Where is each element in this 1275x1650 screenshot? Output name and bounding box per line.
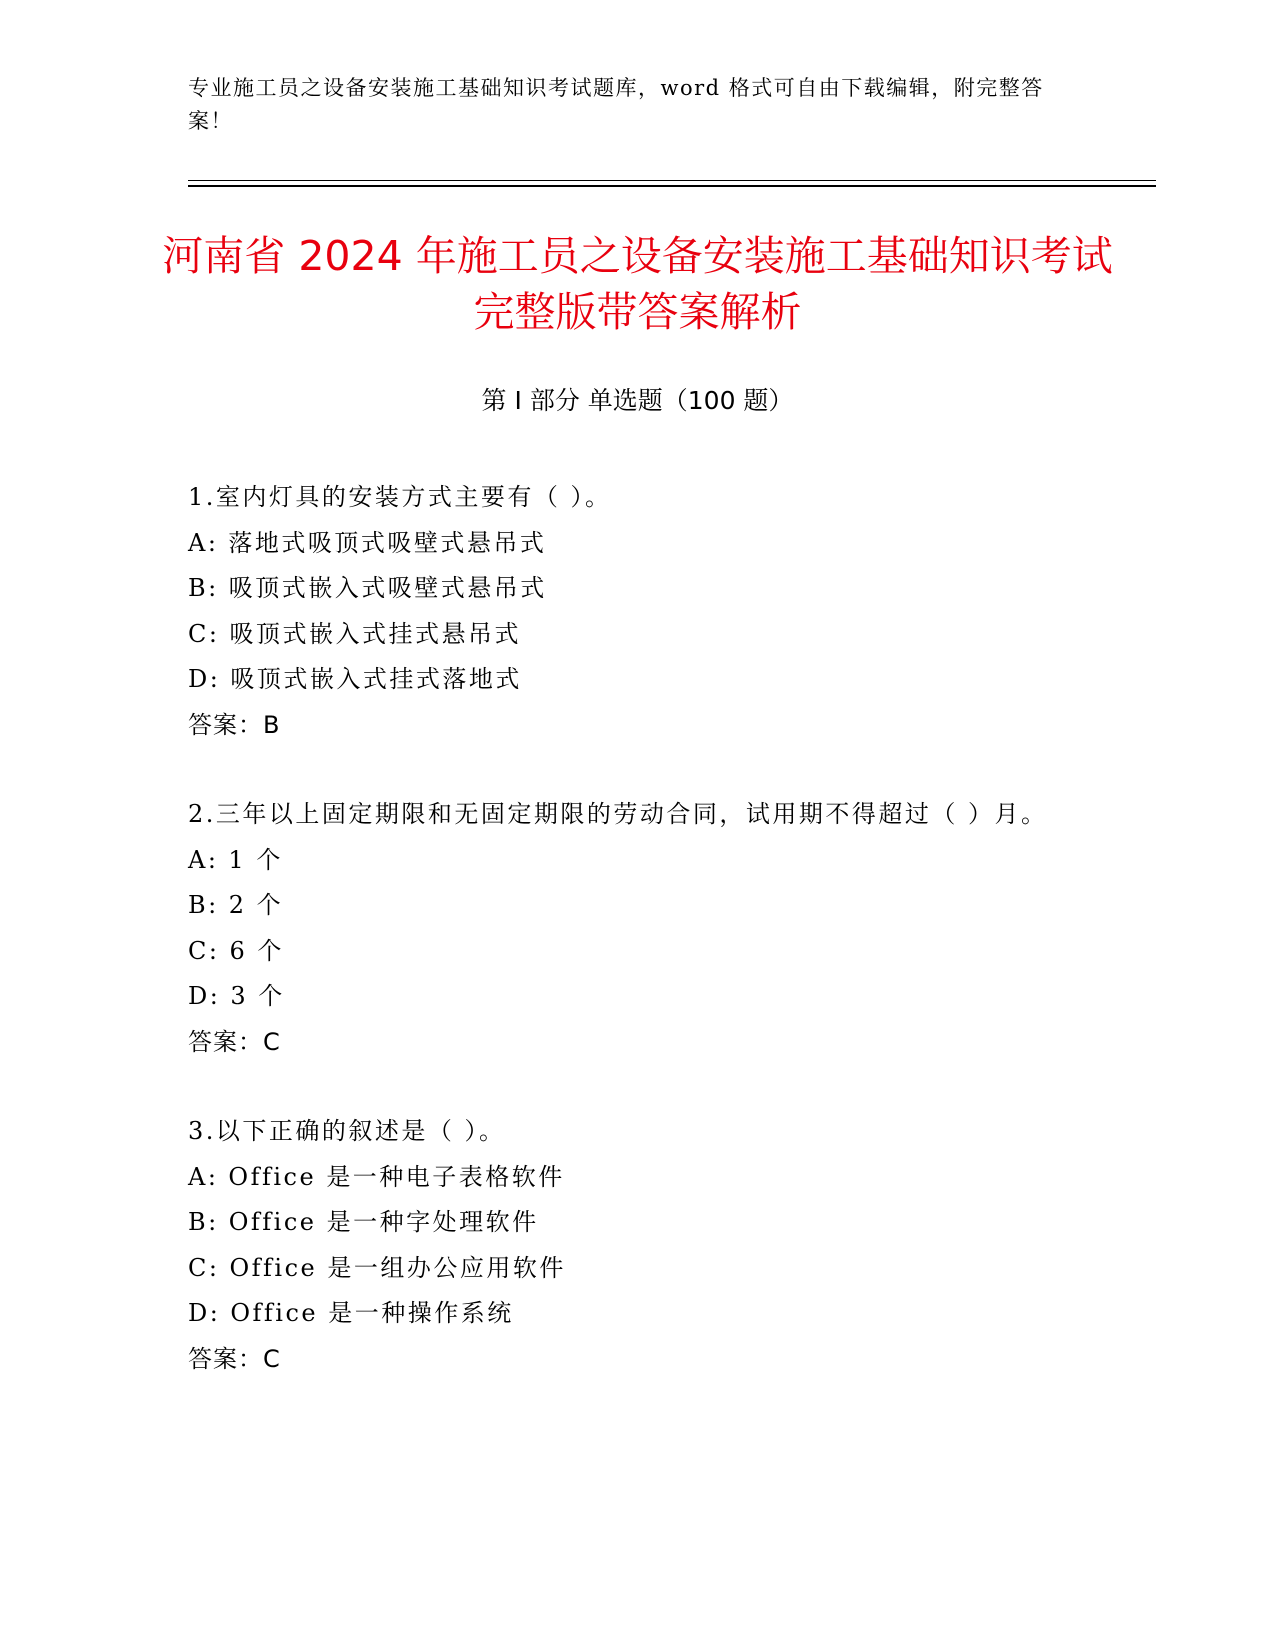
document-title: 河南省 2024 年施工员之设备安装施工基础知识考试完整版带答案解析 xyxy=(162,232,1113,336)
answer-line xyxy=(188,703,1088,749)
option-b xyxy=(188,1200,1088,1246)
question-1 xyxy=(188,475,1088,748)
option-text: 吸顶式嵌入式吸壁式悬吊式 xyxy=(228,574,547,602)
option-b xyxy=(188,566,1088,612)
option-text: 2 个 xyxy=(228,891,284,919)
question-list xyxy=(188,475,1088,1382)
option-a xyxy=(188,1155,1088,1201)
option-text: Office 是一种电子表格软件 xyxy=(228,1162,565,1191)
option-key: B: xyxy=(188,891,219,919)
option-d xyxy=(188,974,1088,1020)
option-c xyxy=(188,612,1088,658)
answer-value: C xyxy=(263,1344,281,1373)
answer-value: C xyxy=(263,1027,281,1056)
question-stem: 2.三年以上固定期限和无固定期限的劳动合同，试用期不得超过（ ）月。 xyxy=(188,800,1048,828)
option-key: D: xyxy=(188,665,221,693)
option-a xyxy=(188,838,1088,884)
question-stem: 1.室内灯具的安装方式主要有（ ）。 xyxy=(188,483,612,511)
option-d xyxy=(188,657,1088,703)
option-a xyxy=(188,521,1088,567)
answer-label: 答案： xyxy=(188,710,263,739)
option-text: Office 是一组办公应用软件 xyxy=(229,1253,566,1282)
header-divider-thick xyxy=(188,185,1156,187)
option-text: 1 个 xyxy=(228,845,283,874)
option-key: C: xyxy=(188,1253,220,1282)
option-b xyxy=(188,883,1088,929)
answer-label: 答案： xyxy=(188,1344,263,1373)
option-text: 吸顶式嵌入式挂式落地式 xyxy=(230,665,522,693)
section-heading: 第 I 部分 单选题（100 题） xyxy=(481,386,794,415)
answer-line xyxy=(188,1337,1088,1383)
option-key: B: xyxy=(188,574,219,602)
option-c xyxy=(188,1246,1088,1292)
option-key: D: xyxy=(188,1299,221,1327)
option-text: Office 是一种字处理软件 xyxy=(228,1208,539,1236)
option-key: A: xyxy=(188,1162,219,1191)
option-c xyxy=(188,929,1088,975)
answer-value: B xyxy=(263,710,281,739)
option-d xyxy=(188,1291,1088,1337)
option-text: 落地式吸顶式吸壁式悬吊式 xyxy=(228,528,547,557)
option-key: C: xyxy=(188,936,220,965)
header-note: 专业施工员之设备安装施工基础知识考试题库，word 格式可自由下载编辑，附完整答案！ xyxy=(188,76,1044,133)
option-key: A: xyxy=(188,845,219,874)
option-text: 吸顶式嵌入式挂式悬吊式 xyxy=(229,619,521,648)
header-divider-thin xyxy=(188,180,1156,181)
option-key: C: xyxy=(188,619,220,648)
option-key: A: xyxy=(188,528,219,557)
option-key: D: xyxy=(188,982,221,1010)
option-text: 3 个 xyxy=(230,982,285,1010)
option-text: 6 个 xyxy=(229,936,284,965)
option-text: Office 是一种操作系统 xyxy=(230,1299,514,1327)
answer-label: 答案： xyxy=(188,1027,263,1056)
question-3 xyxy=(188,1109,1088,1382)
option-key: B: xyxy=(188,1208,219,1236)
question-2 xyxy=(188,792,1088,1065)
answer-line xyxy=(188,1020,1088,1066)
question-stem: 3.以下正确的叙述是（ ）。 xyxy=(188,1117,506,1145)
